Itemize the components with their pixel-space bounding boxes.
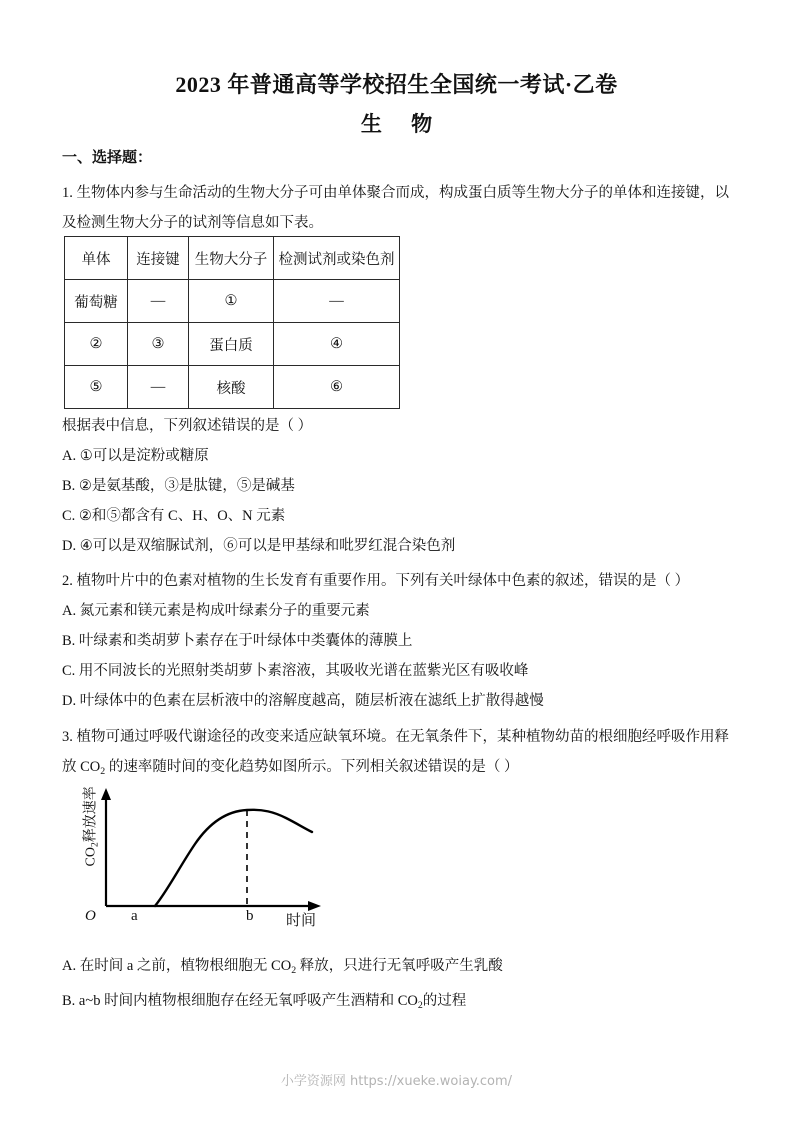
question-1-stem-line-1: 1. 生物体内参与生命活动的生物大分子可由单体聚合而成，构成蛋白质等生物大分子的单体和连接键，以 — [62, 185, 729, 201]
question-2 — [62, 566, 730, 716]
question-1-option-d[interactable]: D. ④可以是双缩脲试剂，⑥可以是甲基绿和吡罗红混合染色剂 — [62, 538, 456, 554]
question-2-option-c[interactable]: C. 用不同波长的光照射类胡萝卜素溶液，其吸收光谱在蓝紫光区有吸收峰 — [62, 663, 529, 679]
option-a-pre: A. 在时间 a 之前，植物根细胞无 CO — [62, 958, 292, 974]
question-3-option-b[interactable] — [62, 986, 730, 1021]
table-cell: — — [274, 280, 400, 323]
table-cell: ⑥ — [274, 366, 400, 409]
question-3-stem-line-2 — [62, 752, 730, 787]
chart-x-axis-label: 时间 — [286, 913, 317, 929]
question-1-prompt: 根据表中信息，下列叙述错误的是（ ） — [62, 418, 313, 434]
chart-svg — [64, 786, 394, 926]
option-a-post: 释放，只进行无氧呼吸产生乳酸 — [296, 958, 503, 974]
chart-y-axis-label — [80, 766, 101, 886]
table-header-cell: 生物大分子 — [189, 237, 274, 280]
table-cell: — — [128, 366, 189, 409]
table-header-row — [65, 237, 400, 280]
table-cell: ⑤ — [65, 366, 128, 409]
question-2-stem: 2. 植物叶片中的色素对植物的生长发育有重要作用。下列有关叶绿体中色素的叙述，错误的是（ ） — [62, 573, 690, 589]
y-label-post: 释放速率 — [83, 786, 99, 843]
option-b-post: 的过程 — [422, 992, 467, 1009]
question-3 — [62, 722, 730, 787]
table-cell: ② — [65, 323, 128, 366]
table-header-cell: 连接键 — [128, 237, 189, 280]
question-3-stem-line-1: 3. 植物可通过呼吸代谢途径的改变来适应缺氧环境。在无氧条件下，某种植物幼苗的根细胞经呼吸作用释 — [62, 729, 729, 745]
y-label-subscript: 2 — [90, 842, 101, 847]
page-title: 2023 年普通高等学校招生全国统一考试·乙卷 — [175, 72, 618, 97]
table-cell: 葡萄糖 — [65, 280, 128, 323]
table-cell: 核酸 — [189, 366, 274, 409]
question-2-option-b[interactable]: B. 叶绿素和类胡萝卜素存在于叶绿体中类囊体的薄膜上 — [62, 633, 413, 649]
chart-xtick-b: b — [246, 908, 254, 924]
question-3-answers — [62, 951, 730, 1021]
chart-xtick-a: a — [131, 908, 138, 924]
question-3-option-a[interactable] — [62, 951, 730, 986]
table-row — [65, 323, 400, 366]
table-header-cell: 检测试剂或染色剂 — [274, 237, 400, 280]
option-b-pre: B. a~b 时间内植物根细胞存在经无氧呼吸产生酒精和 CO — [62, 992, 418, 1009]
question-1-option-a[interactable]: A. ①可以是淀粉或糖原 — [62, 448, 209, 464]
table-cell: ① — [189, 280, 274, 323]
question-1-option-c[interactable]: C. ②和⑤都含有 C、H、O、N 元素 — [62, 508, 286, 524]
question-1-option-b[interactable]: B. ②是氨基酸，③是肽键，⑤是碱基 — [62, 478, 295, 494]
question-2-option-d[interactable]: D. 叶绿体中的色素在层析液中的溶解度越高，随层析液在滤纸上扩散得越慢 — [62, 693, 544, 709]
co2-subscript: 2 — [291, 964, 297, 976]
table-cell: 蛋白质 — [189, 323, 274, 366]
question-1 — [62, 178, 730, 238]
co2-subscript: 2 — [417, 999, 423, 1011]
question-1-answers — [62, 411, 730, 561]
question-2-option-a[interactable]: A. 氮元素和镁元素是构成叶绿素分子的重要元素 — [62, 603, 370, 619]
question-3-stem-pre: 放 CO — [62, 759, 101, 775]
co2-release-curve — [155, 810, 312, 906]
table-header-cell: 单体 — [65, 237, 128, 280]
question-1-stem-line-2: 及检测生物大分子的试剂等信息如下表。 — [62, 215, 323, 231]
watermark: 小学资源网 https://xueke.woiay.com/ — [280, 1074, 513, 1089]
chart-origin-label: O — [85, 908, 96, 924]
table-cell: — — [128, 280, 189, 323]
co2-release-chart — [64, 786, 394, 951]
y-label-pre: CO — [83, 846, 99, 867]
table-cell: ④ — [274, 323, 400, 366]
co2-subscript: 2 — [100, 765, 106, 777]
biomolecule-table — [64, 236, 400, 409]
table-row — [65, 280, 400, 323]
page-subtitle: 生 物 — [360, 112, 445, 136]
table-cell: ③ — [128, 323, 189, 366]
y-axis-arrowhead — [101, 788, 111, 800]
section-heading: 一、选择题： — [62, 150, 153, 166]
table-row — [65, 366, 400, 409]
question-3-stem-post: 的速率随时间的变化趋势如图所示。下列相关叙述错误的是（ ） — [105, 759, 519, 775]
